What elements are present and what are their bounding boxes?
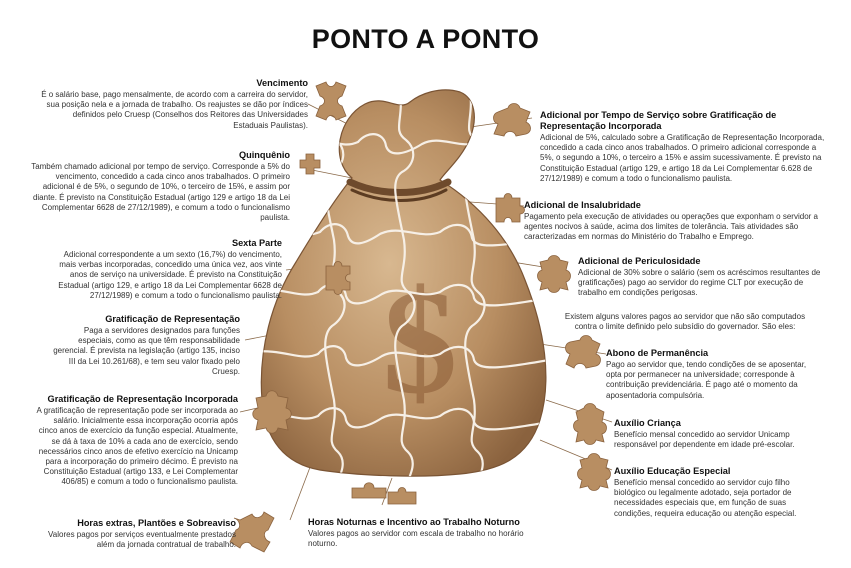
text-insalubridade: Pagamento pela execução de atividades ou operações que exponham o servidor a agentes nocivos à saúde, acima dos limites de tolerância. Tais atividades são caracterizadas em normas do Ministério do Trabalho e Emprego. [524,212,818,242]
text-sexta-parte: Adicional correspondente a um sexto (16,7%) do vencimento, mais verbas incorporadas, concedido uma única vez, aos vinte anos de serviço na universidade. É previsto na Constituição Estadual (artigo 129, e artigo 18 da Lei Complementar 6628 de 27/12/1989) e comum a todo o funcionalismo paulista. [58,250,282,300]
puzzle-piece [352,483,386,498]
puzzle-piece [578,454,611,491]
heading-adicional-tempo-servico: Adicional por Tempo de Serviço sobre Gratificação de Representação Incorporada [540,110,777,131]
text-auxilio-educacao-especial: Benefício mensal concedido ao servidor cujo filho biológico ou legalmente adotado, seja portador de necessidades especiais que, em função de suas condições, requeira educação ou atenção especial. [614,478,797,518]
text-gratificacao-incorporada: A gratificação de representação pode ser incorporada ao salário. Inicialmente essa incorporação ocorria após cinco anos de exercício da função especial. Atualmente, se dá à taxa de 10% a cada ano de exercício, sendo necessários cinco anos de efetivo exercício na Unicamp para a incorporação do primeiro décimo. É previsto na Constituição Estadual (artigo 133, e Lei Complementar 406/85) e comum a todo o funcionalismo paulista. [36,406,238,487]
heading-auxilio-educacao-especial: Auxílio Educação Especial [614,466,731,476]
block-quinquenio [28,150,290,223]
heading-vencimento: Vencimento [256,78,308,88]
puzzle-piece [388,488,416,505]
block-periculosidade [578,256,824,299]
heading-quinquenio: Quinquênio [238,150,290,160]
text-intro-nao-computados: Existem alguns valores pagos ao servidor que não são computados contra o limite definido pelo subsídio do governador. São eles: [564,312,806,332]
block-abono-permanencia [606,348,820,401]
block-auxilio-crianca [614,418,814,450]
heading-abono-permanencia: Abono de Permanência [606,348,709,358]
block-intro-nao-computados [560,312,810,332]
text-periculosidade: Adicional de 30% sobre o salário (sem os acréscimos resultantes de gratificações) pago ao servidor do regime CLT por execução de trabalho em condições perigosas. [578,268,821,298]
block-gratificacao-representacao [52,314,240,377]
heading-gratificacao-incorporada: Gratificação de Representação Incorporada [47,394,238,404]
block-sexta-parte [46,238,282,301]
heading-horas-noturnas: Horas Noturnas e Incentivo ao Trabalho Noturno [308,517,520,527]
puzzle-piece [494,104,531,137]
puzzle-piece [566,336,601,369]
puzzle-piece [253,391,292,434]
block-horas-extras [40,518,236,550]
puzzle-piece [496,194,525,223]
puzzle-piece [230,512,274,552]
money-bag [250,90,560,490]
page-title: PONTO A PONTO [311,24,540,54]
block-insalubridade [524,200,834,243]
puzzle-piece [538,256,571,293]
block-vencimento [40,78,308,131]
svg-text:$: $ [382,259,458,425]
heading-horas-extras: Horas extras, Plantões e Sobreaviso [77,518,236,528]
text-quinquenio: Também chamado adicional por tempo de serviço. Corresponde a 5% do vencimento, concedido a cada cinco anos trabalhados. O primeiro adicional é de 5%, o segundo de 10%, o terceiro de 15%, e assim por diante. É previsto na Constituição Estadual (artigo 129 e artigo 18 da Lei Complementar 6628 de 27/12/1989), e comum a todo o funcionalismo paulista. [31,162,290,223]
heading-gratificacao-representacao: Gratificação de Representação [105,314,240,324]
text-gratificacao-representacao: Paga a servidores designados para funções especiais, como as que têm responsabilidade gerencial. É prevista na legislação (artigo 135, inciso III da Lei 10.261/68), e tem seu valor fixado pelo Cruesp. [53,326,240,376]
text-horas-noturnas: Valores pagos ao servidor com escala de trabalho no horário noturno. [308,529,524,549]
text-horas-extras: Valores pagos por serviços eventualmente prestados além da jornada contratual de trabalho. [48,530,236,550]
dollar-sign-icon [383,259,458,425]
block-adicional-tempo-servico [540,110,832,184]
text-auxilio-crianca: Benefício mensal concedido ao servidor Unicamp responsável por dependente em idade pré-escolar. [614,430,795,450]
heading-periculosidade: Adicional de Periculosidade [578,256,701,266]
heading-sexta-parte: Sexta Parte [231,238,282,248]
puzzle-piece [574,404,607,445]
puzzle-piece [316,82,346,120]
block-gratificacao-incorporada [34,394,238,488]
block-horas-noturnas [308,517,544,549]
heading-auxilio-crianca: Auxílio Criança [614,418,681,428]
block-auxilio-educacao-especial [614,466,820,519]
text-adicional-tempo-servico: Adicional de 5%, calculado sobre a Gratificação de Representação Incorporada, concedido a cada cinco anos trabalhados. O primeiro adicional corresponde a 5%, o segundo a 10%, o terceiro a 15% e assim sucessivamente. É previsto na Constituição Estadual (artigo 129, e artigo 18 da Lei Complementar 6.628 de 27/12/1989) e comum a todo o funcionalismo paulista. [540,133,825,183]
text-vencimento: É o salário base, pago mensalmente, de acordo com a carreira do servidor, sua posição nela e a jornada de trabalho. Os reajustes se dão por índices definidos pelo Cruesp (Conselhos dos Reitores das Universidades Estaduais Paulistas). [41,90,308,130]
text-abono-permanencia: Pago ao servidor que, tendo condições de se aposentar, opta por permanecer na universidade; corresponde à contribuição previdenciária. É pago até o momento da aposentadoria compulsória. [606,360,807,400]
heading-insalubridade: Adicional de Insalubridade [524,200,641,210]
